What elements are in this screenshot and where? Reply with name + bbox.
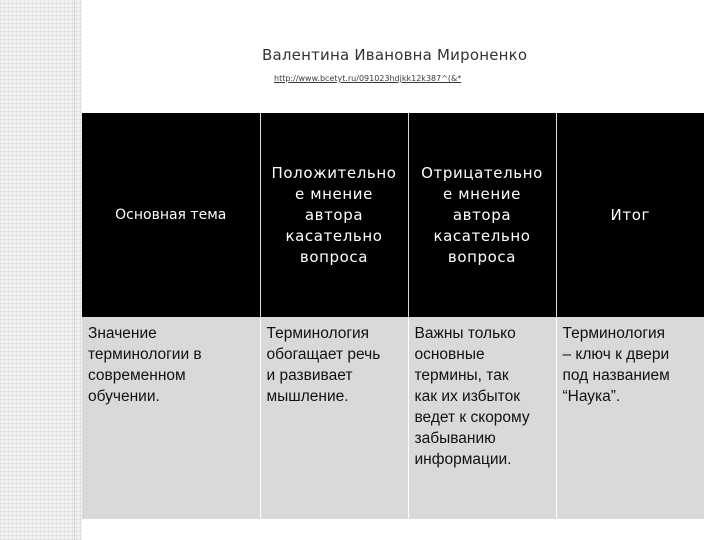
table-header-row [82, 113, 704, 317]
cell-result: Терминология – ключ к двери под названием “Наука”. [556, 317, 704, 519]
decorative-divider [74, 0, 75, 540]
column-header-positive: Положительно е мнение автора касательно вопроса [260, 113, 408, 317]
cell-topic: Значение терминологии в современном обучении. [82, 317, 260, 519]
cell-positive: Терминология обогащает речь и развивает мышление. [260, 317, 408, 519]
table-row [82, 317, 704, 519]
column-header-result: Итог [556, 113, 704, 317]
cell-negative: Важны только основные термины, так как их избыток ведет к скорому забыванию информации. [408, 317, 556, 519]
author-name: Валентина Ивановна Мироненко [262, 46, 528, 64]
comparison-table [82, 113, 704, 519]
source-link[interactable]: http://www.bcetyt.ru/091023hdjkk12k387^(&* [274, 74, 462, 83]
column-header-negative: Отрицательно е мнение автора касательно вопроса [408, 113, 556, 317]
decorative-side-strip [0, 0, 82, 540]
column-header-topic: Основная тема [82, 113, 260, 317]
